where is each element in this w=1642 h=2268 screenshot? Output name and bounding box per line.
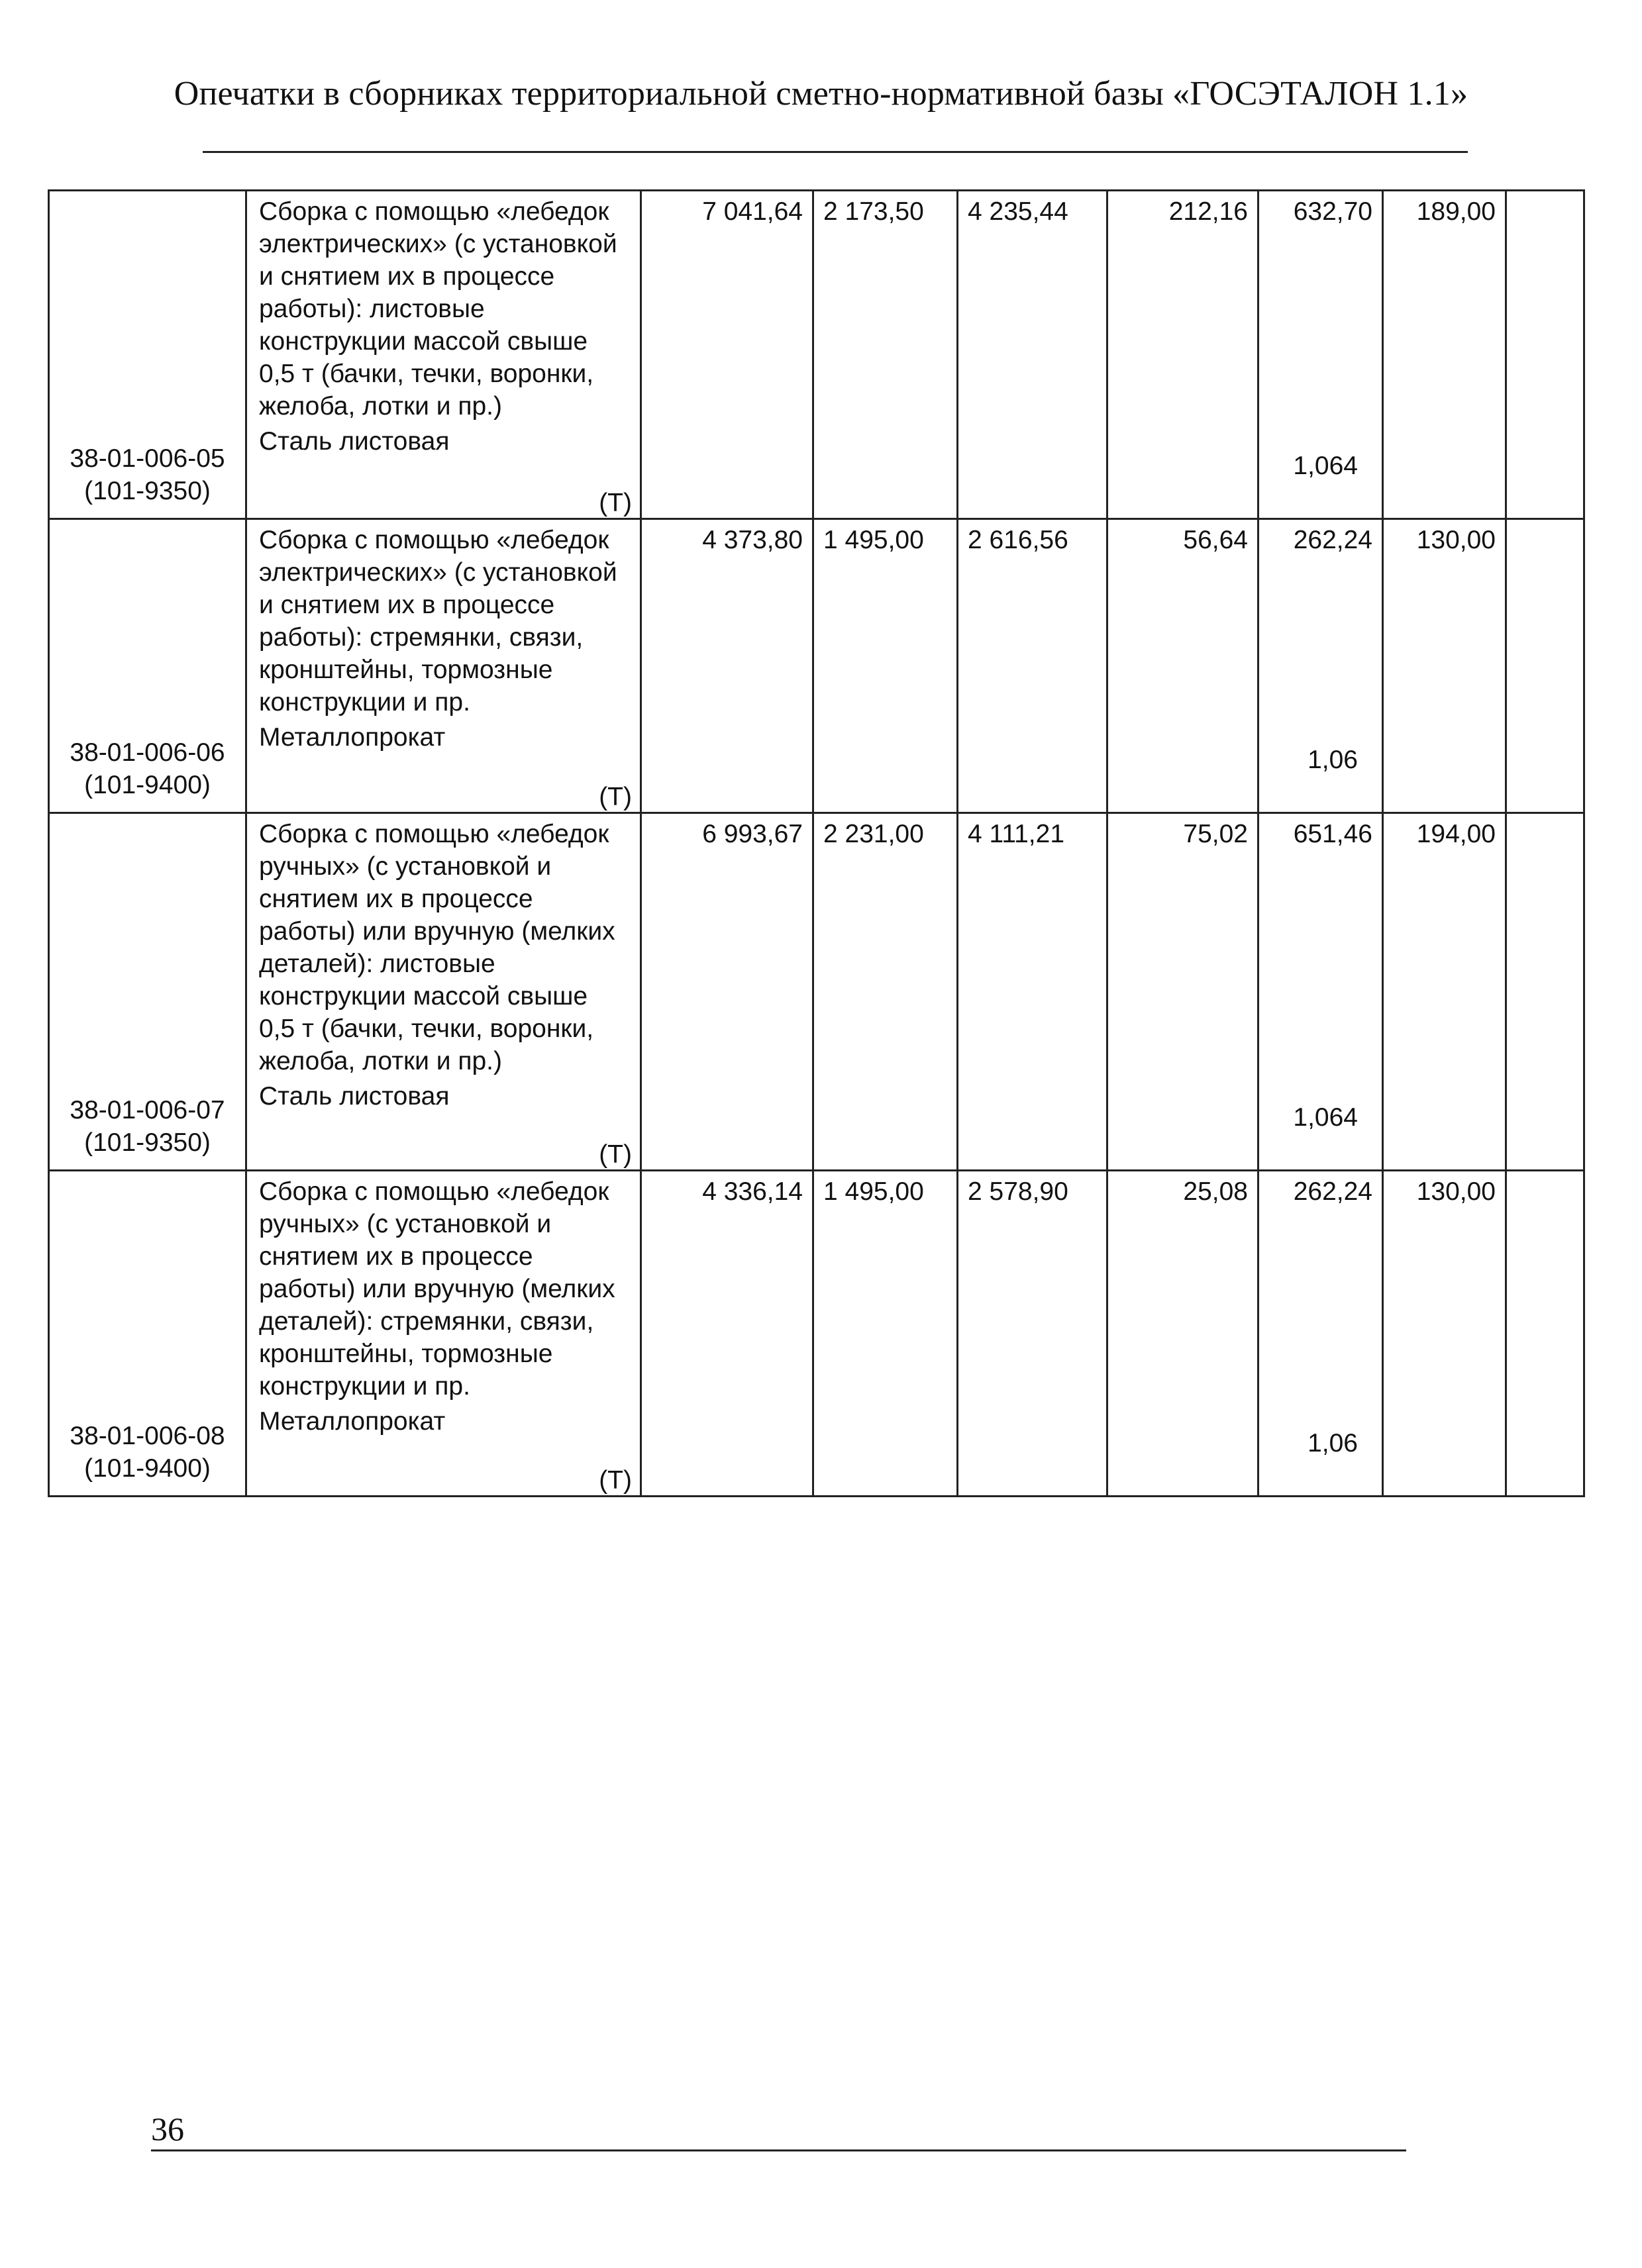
machinists-wages: 25,08: [1107, 1171, 1258, 1497]
labor-cost: 189,00: [1383, 191, 1506, 519]
machines-cost: 2 616,56: [958, 519, 1107, 813]
labor-cost: 194,00: [1383, 813, 1506, 1171]
table-row: [49, 191, 1584, 519]
machinists-wages: 56,64: [1107, 519, 1258, 813]
rate-code-cell: [49, 1171, 246, 1497]
materials-cost: 632,70: [1293, 197, 1372, 226]
material-name: Металлопрокат: [259, 1407, 446, 1436]
materials-cell: [1258, 519, 1383, 813]
total-cost: 6 993,67: [641, 813, 813, 1171]
footer-divider: [151, 2149, 1406, 2151]
materials-cell: [1258, 1171, 1383, 1497]
table-row: [49, 519, 1584, 813]
description-cell: [246, 191, 641, 519]
header-divider: [203, 151, 1468, 153]
rate-subcode: (101-9350): [84, 477, 211, 505]
material-name: Сталь листовая: [259, 427, 450, 456]
wages-cost: 1 495,00: [813, 1171, 958, 1497]
work-description: Сборка с помощью «лебедок электрических» (с установкой и снятием их в процессе работы): стремянки, связи, кронштейны, тормозные конструкции и пр.: [259, 526, 617, 716]
materials-cost: 262,24: [1293, 1177, 1372, 1206]
work-description: Сборка с помощью «лебедок ручных» (с установкой и снятием их в процессе работы) или вручную (мелких деталей): листовые конструкции массой свыше 0,5 т (бачки, течки, воронки, желоба, лотки и пр.): [259, 820, 615, 1075]
machinists-wages: 75,02: [1107, 813, 1258, 1171]
unit-mark: (Т): [599, 1466, 632, 1495]
work-description: Сборка с помощью «лебедок ручных» (с установкой и снятием их в процессе работы) или вручную (мелких деталей): стремянки, связи, кронштейны, тормозные конструкции и пр.: [259, 1177, 615, 1401]
rate-code-cell: [49, 191, 246, 519]
labor-cost: 130,00: [1383, 1171, 1506, 1497]
extra-cell: [1506, 813, 1584, 1171]
unit-mark: (Т): [599, 783, 632, 811]
unit-mark: (Т): [599, 489, 632, 517]
wages-cost: 2 173,50: [813, 191, 958, 519]
rate-subcode: (101-9350): [84, 1128, 211, 1157]
total-cost: 4 336,14: [641, 1171, 813, 1497]
material-consumption: 1,064: [1293, 1103, 1358, 1132]
labor-cost: 130,00: [1383, 519, 1506, 813]
extra-cell: [1506, 1171, 1584, 1497]
materials-cell: [1258, 191, 1383, 519]
total-cost: 7 041,64: [641, 191, 813, 519]
materials-cost: 651,46: [1293, 820, 1372, 848]
rate-code-cell: [49, 519, 246, 813]
description-cell: [246, 519, 641, 813]
material-name: Сталь листовая: [259, 1082, 450, 1110]
unit-mark: (Т): [599, 1140, 632, 1169]
rate-code: 38-01-006-07: [70, 1096, 225, 1124]
machines-cost: 4 235,44: [958, 191, 1107, 519]
rate-code: 38-01-006-08: [70, 1422, 225, 1450]
rate-subcode: (101-9400): [84, 771, 211, 799]
description-cell: [246, 1171, 641, 1497]
material-name: Металлопрокат: [259, 723, 446, 752]
page-title: Опечатки в сборниках территориальной сметно-нормативной базы «ГОСЭТАЛОН 1.1»: [174, 75, 1468, 113]
machines-cost: 2 578,90: [958, 1171, 1107, 1497]
wages-cost: 2 231,00: [813, 813, 958, 1171]
total-cost: 4 373,80: [641, 519, 813, 813]
price-table: [48, 189, 1585, 1497]
extra-cell: [1506, 191, 1584, 519]
rate-code-cell: [49, 813, 246, 1171]
work-description: Сборка с помощью «лебедок электрических» (с установкой и снятием их в процессе работы): листовые конструкции массой свыше 0,5 т (бачки, течки, воронки, желоба, лотки и пр.): [259, 197, 617, 420]
table-row: [49, 1171, 1584, 1497]
table-row: [49, 813, 1584, 1171]
page-number: 36: [151, 2110, 184, 2147]
description-cell: [246, 813, 641, 1171]
machinists-wages: 212,16: [1107, 191, 1258, 519]
material-consumption: 1,064: [1293, 452, 1358, 480]
material-consumption: 1,06: [1308, 1429, 1358, 1457]
machines-cost: 4 111,21: [958, 813, 1107, 1171]
materials-cost: 262,24: [1293, 526, 1372, 554]
rate-subcode: (101-9400): [84, 1454, 211, 1483]
wages-cost: 1 495,00: [813, 519, 958, 813]
material-consumption: 1,06: [1308, 746, 1358, 774]
rate-code: 38-01-006-06: [70, 738, 225, 767]
materials-cell: [1258, 813, 1383, 1171]
rate-code: 38-01-006-05: [70, 444, 225, 473]
extra-cell: [1506, 519, 1584, 813]
